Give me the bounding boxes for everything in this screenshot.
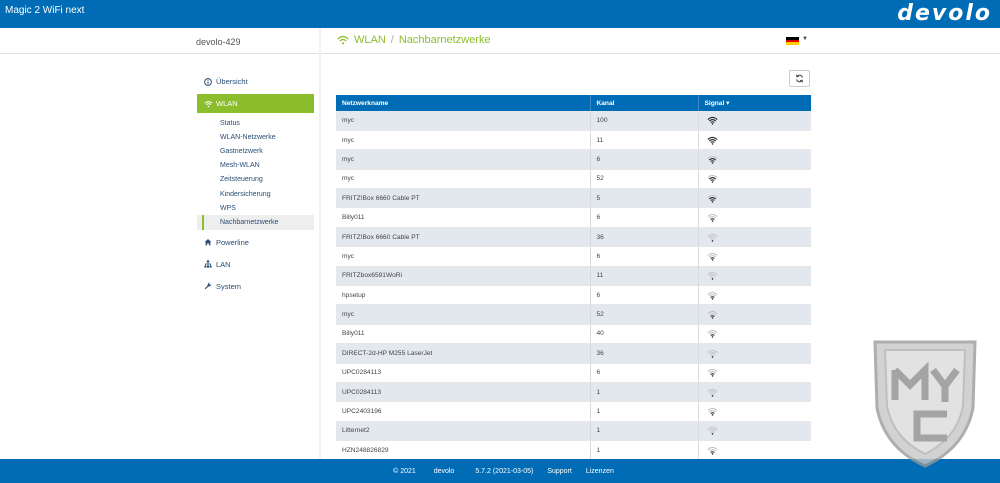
app-title: Magic 2 WiFi next — [5, 5, 85, 16]
network-name-cell: Billy011 — [336, 324, 590, 343]
signal-cell — [698, 227, 811, 246]
network-name-cell: UPC2403196 — [336, 402, 590, 421]
signal-cell — [698, 382, 811, 401]
column-header-name[interactable]: Netzwerkname — [336, 95, 590, 111]
footer-copyright-year: © 2021 — [393, 467, 416, 475]
network-name-cell: myc — [336, 305, 590, 324]
sidebar-item-label: System — [216, 281, 242, 291]
footer-brand: devolo — [433, 467, 455, 475]
wifi-signal-icon — [707, 428, 718, 435]
network-name-cell: hpsetup — [336, 286, 590, 305]
channel-cell: 36 — [590, 344, 698, 363]
wifi-signal-icon — [707, 350, 718, 357]
network-name-cell: myc — [336, 130, 590, 149]
breadcrumb-section[interactable]: WLAN — [354, 34, 386, 46]
table-row — [336, 363, 811, 382]
network-name-cell: myc — [336, 169, 590, 188]
footer-version: 5.7.2 (2021-03-05) — [475, 467, 534, 475]
channel-cell: 36 — [590, 227, 698, 246]
sidebar-item-label: LAN — [216, 259, 231, 269]
wifi-signal-icon — [707, 447, 718, 454]
network-name-cell: FRITZ!Box 6660 Cable PT — [336, 189, 590, 208]
language-flag-icon[interactable] — [786, 37, 799, 45]
column-header-signal[interactable] — [698, 95, 811, 111]
channel-cell: 6 — [590, 363, 698, 382]
wifi-icon — [337, 35, 349, 45]
signal-cell — [698, 169, 811, 188]
home-icon — [203, 238, 213, 246]
sidebar-sub-wlan-netzwerke[interactable]: WLAN-Netzwerke — [220, 133, 276, 141]
network-name-cell: myc — [336, 150, 590, 169]
sidebar-item-wlan[interactable] — [197, 94, 314, 113]
channel-cell: 6 — [590, 286, 698, 305]
brand-logo[interactable]: devolo — [897, 1, 992, 26]
wifi-signal-icon — [707, 292, 718, 299]
sidebar-sub-gastnetzwerk[interactable]: Gastnetzwerk — [220, 147, 263, 155]
footer — [0, 459, 1000, 483]
signal-cell — [698, 208, 811, 227]
table-row — [336, 227, 811, 246]
footer-copyright — [386, 468, 461, 475]
table-row — [336, 208, 811, 227]
sidebar-item-label: Übersicht — [216, 77, 248, 86]
signal-cell — [698, 324, 811, 343]
channel-cell: 1 — [590, 402, 698, 421]
table-row — [336, 286, 811, 305]
sidebar-item-label: WLAN — [216, 99, 238, 108]
table-row — [336, 189, 811, 208]
table-header-row — [336, 95, 811, 111]
signal-cell — [698, 363, 811, 382]
signal-cell — [698, 247, 811, 266]
network-name-cell: myc — [336, 111, 590, 130]
column-header-signal-label: Signal — [704, 100, 725, 107]
network-icon — [203, 260, 213, 268]
sidebar-sub-zeitsteuerung[interactable]: Zeitsteuerung — [220, 176, 263, 184]
wifi-signal-icon — [707, 176, 718, 183]
channel-cell: 5 — [590, 189, 698, 208]
table-row — [336, 111, 811, 130]
column-header-channel[interactable]: Kanal — [590, 95, 698, 111]
page-title: Nachbarnetzwerke — [398, 34, 491, 46]
sidebar-sub-mesh-wlan[interactable]: Mesh-WLAN — [220, 162, 260, 170]
refresh-button[interactable] — [789, 70, 810, 87]
sidebar-nav — [197, 72, 314, 296]
footer-support-link[interactable]: Support — [547, 467, 572, 475]
channel-cell: 52 — [590, 305, 698, 324]
wrench-icon — [203, 282, 213, 290]
breadcrumb-separator: / — [390, 34, 394, 46]
table-row — [336, 402, 811, 421]
table-row — [336, 247, 811, 266]
table-row — [336, 324, 811, 343]
wifi-signal-icon — [707, 408, 718, 415]
channel-cell: 40 — [590, 324, 698, 343]
wifi-signal-icon — [707, 370, 718, 377]
channel-cell: 6 — [590, 208, 698, 227]
top-bar — [0, 0, 1000, 28]
signal-cell — [698, 344, 811, 363]
channel-cell: 100 — [590, 111, 698, 130]
wifi-signal-icon — [707, 253, 718, 260]
signal-cell — [698, 441, 811, 459]
wifi-signal-icon — [707, 156, 718, 163]
table-row — [336, 305, 811, 324]
network-name-cell: HZN248826829 — [336, 441, 590, 459]
refresh-icon — [795, 74, 804, 83]
wifi-signal-icon — [707, 273, 718, 280]
chevron-down-icon[interactable]: ▼ — [802, 36, 808, 42]
signal-cell — [698, 286, 811, 305]
signal-cell — [698, 189, 811, 208]
neighbor-networks-table — [336, 95, 811, 459]
sidebar-sub-kindersicherung[interactable]: Kindersicherung — [220, 190, 271, 198]
wifi-signal-icon — [707, 214, 718, 221]
network-name-cell: myc — [336, 247, 590, 266]
table-row — [336, 441, 811, 459]
table-row — [336, 382, 811, 401]
sidebar-item-system[interactable] — [197, 277, 314, 296]
table-row — [336, 421, 811, 440]
wifi-icon — [203, 100, 213, 108]
footer-licenses-link[interactable]: Lizenzen — [585, 467, 614, 475]
channel-cell: 52 — [590, 169, 698, 188]
channel-cell: 6 — [590, 150, 698, 169]
device-name: devolo-429 — [0, 28, 319, 54]
table-row — [336, 266, 811, 285]
channel-cell: 11 — [590, 266, 698, 285]
sidebar — [0, 28, 319, 459]
channel-cell: 11 — [590, 130, 698, 149]
channel-cell: 1 — [590, 421, 698, 440]
sidebar-sub-nachbarnetzwerke[interactable]: Nachbarnetzwerke — [197, 215, 314, 229]
signal-cell — [698, 130, 811, 149]
sidebar-item-lan[interactable] — [197, 255, 314, 274]
info-icon — [203, 78, 213, 86]
wifi-signal-icon — [707, 311, 718, 318]
network-name-cell: DIRECT-2d-HP M255 LaserJet — [336, 344, 590, 363]
channel-cell: 1 — [590, 441, 698, 459]
network-name-cell: Litternet2 — [336, 421, 590, 440]
network-name-cell: Billy011 — [336, 208, 590, 227]
watermark-shield-logo — [855, 330, 995, 470]
sidebar-sub-wps[interactable]: WPS — [220, 204, 236, 212]
table-row — [336, 150, 811, 169]
sidebar-item-uebersicht[interactable] — [197, 72, 314, 91]
table-row — [336, 344, 811, 363]
signal-cell — [698, 421, 811, 440]
wifi-signal-icon — [707, 137, 718, 144]
wifi-signal-icon — [707, 389, 718, 396]
page-header — [321, 28, 1000, 54]
table-row — [336, 130, 811, 149]
wifi-signal-icon — [707, 234, 718, 241]
network-name-cell: FRITZbox6591WoRi — [336, 266, 590, 285]
signal-cell — [698, 111, 811, 130]
sidebar-item-powerline[interactable] — [197, 233, 314, 252]
wifi-signal-icon — [707, 117, 718, 124]
channel-cell: 1 — [590, 382, 698, 401]
signal-cell — [698, 266, 811, 285]
sidebar-item-label: Powerline — [216, 237, 249, 247]
sidebar-sub-status[interactable]: Status — [220, 119, 240, 127]
network-name-cell: FRITZ!Box 6660 Cable PT — [336, 227, 590, 246]
channel-cell: 6 — [590, 247, 698, 266]
wifi-signal-icon — [707, 195, 718, 202]
network-name-cell: UPC0284113 — [336, 363, 590, 382]
signal-cell — [698, 402, 811, 421]
signal-cell — [698, 305, 811, 324]
sort-desc-icon: ▾ — [726, 100, 730, 107]
signal-cell — [698, 150, 811, 169]
wifi-signal-icon — [707, 331, 718, 338]
breadcrumb — [337, 34, 491, 46]
table-row — [336, 169, 811, 188]
network-name-cell: UPC0284113 — [336, 382, 590, 401]
